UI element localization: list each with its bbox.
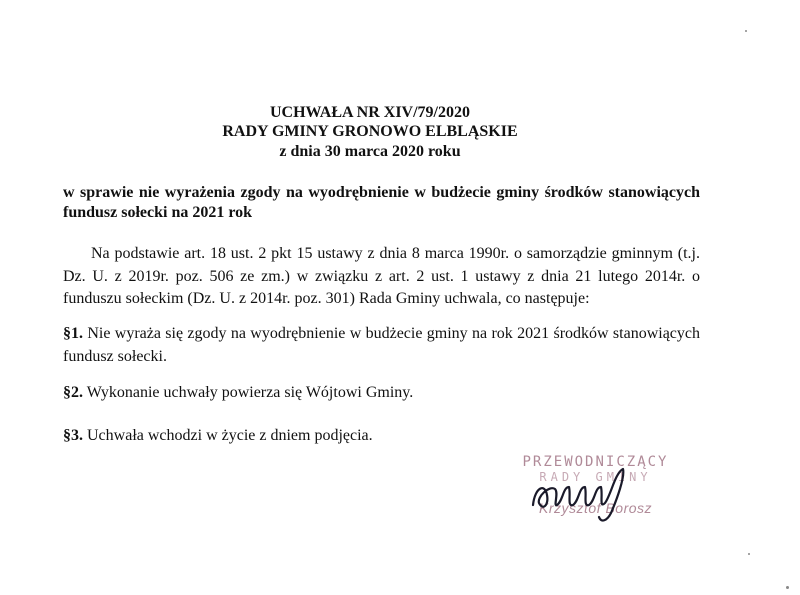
section-3-text: Uchwała wchodzi w życie z dniem podjęcia.	[83, 427, 373, 444]
stamp-name: Krzysztof Borosz	[538, 500, 653, 516]
scan-speck	[786, 586, 789, 589]
section-1	[63, 323, 700, 368]
resolution-number: UCHWAŁA NR XIV/79/2020	[269, 104, 470, 121]
stamp-title: PRZEWODNICZĄCY	[522, 454, 669, 470]
stamp-council: RADY GMINY	[539, 470, 652, 484]
section-3	[63, 425, 700, 448]
section-1-text: Nie wyraża się zgody na wyodrębnienie w budżecie gminy na rok 2021 środków stanowiących fundusz sołecki.	[63, 325, 700, 365]
scan-speck	[748, 553, 750, 555]
section-3-label: §3.	[63, 427, 83, 444]
section-1-label: §1.	[63, 325, 83, 342]
resolution-date: z dnia 30 marca 2020 roku	[279, 143, 461, 160]
council-name: RADY GMINY GRONOWO ELBLĄSKIE	[222, 123, 518, 140]
handwritten-signature	[527, 465, 637, 525]
section-2-label: §2.	[63, 384, 83, 401]
resolution-subject: w sprawie nie wyrażenia zgody na wyodrębnienie w budżecie gminy środków stanowiących fundusz sołecki na 2021 rok	[63, 184, 700, 221]
legal-basis-paragraph: Na podstawie art. 18 ust. 2 pkt 15 ustawy z dnia 8 marca 1990r. o samorządzie gminnym (t.j. Dz. U. z 2019r. poz. 506 ze zm.) w związku z art. 2 ust. 1 ustawy z dnia 21 lutego 2014r. o funduszu sołeckim (Dz. U. z 2014r. poz. 301) Rada Gminy uchwala, co następuje:	[63, 245, 700, 307]
section-2	[63, 382, 700, 405]
section-2-text: Wykonanie uchwały powierza się Wójtowi Gminy.	[83, 384, 414, 401]
scan-speck	[745, 30, 747, 32]
